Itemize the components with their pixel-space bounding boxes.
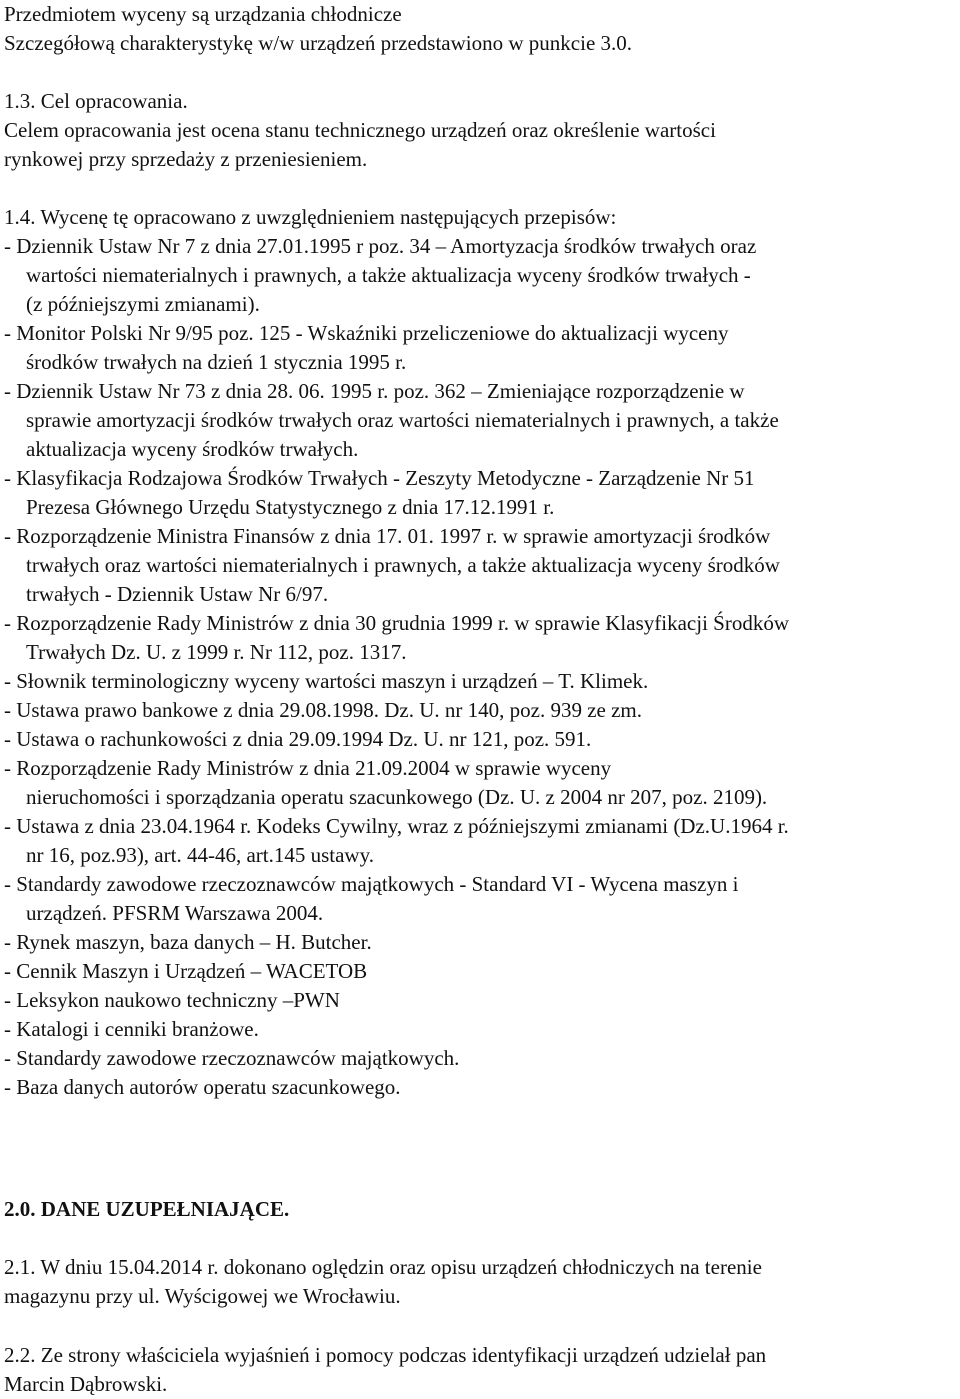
regulation-item-12-line-1: - Standardy zawodowe rzeczoznawców majątkowych - Standard VI - Wycena maszyn i xyxy=(4,872,739,896)
regulation-item-4-line-2: Prezesa Głównego Urzędu Statystycznego z dnia 17.12.1991 r. xyxy=(26,495,555,519)
regulation-item-8: - Ustawa prawo bankowe z dnia 29.08.1998. Dz. U. nr 140, poz. 939 ze zm. xyxy=(4,698,642,722)
regulation-item-2-line-1: - Monitor Polski Nr 9/95 poz. 125 - Wskaźniki przeliczeniowe do aktualizacji wyceny xyxy=(4,321,729,345)
regulation-item-2-line-2: środków trwałych na dzień 1 stycznia 1995 r. xyxy=(26,350,407,374)
regulation-item-13: - Rynek maszyn, baza danych – H. Butcher. xyxy=(4,930,372,954)
regulation-item-5-line-3: trwałych - Dziennik Ustaw Nr 6/97. xyxy=(26,582,329,606)
section-2-1-line-1: 2.1. W dniu 15.04.2014 r. dokonano oględzin oraz opisu urządzeń chłodniczych na terenie xyxy=(4,1255,762,1279)
regulation-item-18: - Baza danych autorów operatu szacunkowego. xyxy=(4,1075,401,1099)
regulation-item-16: - Katalogi i cenniki branżowe. xyxy=(4,1017,259,1041)
regulation-item-5-line-2: trwałych oraz wartości niematerialnych i prawnych, a także aktualizacja wyceny środków xyxy=(26,553,780,577)
section-2-1-line-2: magazynu przy ul. Wyścigowej we Wrocławiu. xyxy=(4,1284,401,1308)
regulation-item-7: - Słownik terminologiczny wyceny wartości maszyn i urządzeń – T. Klimek. xyxy=(4,669,649,693)
regulation-item-10-line-1: - Rozporządzenie Rady Ministrów z dnia 21.09.2004 w sprawie wyceny xyxy=(4,756,612,780)
section-2-2-line-2: Marcin Dąbrowski. xyxy=(4,1372,168,1396)
regulation-item-4-line-1: - Klasyfikacja Rodzajowa Środków Trwałych - Zeszyty Metodyczne - Zarządzenie Nr 51 xyxy=(4,466,755,490)
intro-line-2: Szczegółową charakterystykę w/w urządzeń przedstawiono w punkcie 3.0. xyxy=(4,31,633,55)
regulation-item-15: - Leksykon naukowo techniczny –PWN xyxy=(4,988,340,1012)
regulation-item-1-line-1: - Dziennik Ustaw Nr 7 z dnia 27.01.1995 r poz. 34 – Amortyzacja środków trwałych oraz xyxy=(4,234,757,258)
regulation-item-3-line-2: sprawie amortyzacji środków trwałych oraz wartości niematerialnych i prawnych, a także xyxy=(26,408,779,432)
regulation-item-1-line-3: (z późniejszymi zmianami). xyxy=(26,292,260,316)
regulation-item-1-line-2: wartości niematerialnych i prawnych, a także aktualizacja wyceny środków trwałych - xyxy=(26,263,751,287)
section-1-3-line-1: Celem opracowania jest ocena stanu technicznego urządzeń oraz określenie wartości xyxy=(4,118,716,142)
regulation-item-9: - Ustawa o rachunkowości z dnia 29.09.1994 Dz. U. nr 121, poz. 591. xyxy=(4,727,592,751)
regulation-item-11-line-1: - Ustawa z dnia 23.04.1964 r. Kodeks Cywilny, wraz z późniejszymi zmianami (Dz.U.1964 r. xyxy=(4,814,789,838)
regulation-item-10-line-2: nieruchomości i sporządzania operatu szacunkowego (Dz. U. z 2004 nr 207, poz. 2109). xyxy=(26,785,768,809)
section-1-3-line-2: rynkowej przy sprzedaży z przeniesieniem. xyxy=(4,147,368,171)
regulation-item-6-line-2: Trwałych Dz. U. z 1999 r. Nr 112, poz. 1317. xyxy=(26,640,407,664)
regulation-item-14: - Cennik Maszyn i Urządzeń – WACETOB xyxy=(4,959,368,983)
regulation-item-3-line-3: aktualizacja wyceny środków trwałych. xyxy=(26,437,359,461)
regulation-item-5-line-1: - Rozporządzenie Ministra Finansów z dnia 17. 01. 1997 r. w sprawie amortyzacji środków xyxy=(4,524,771,548)
section-2-0-heading: 2.0. DANE UZUPEŁNIAJĄCE. xyxy=(4,1197,290,1221)
regulation-item-12-line-2: urządzeń. PFSRM Warszawa 2004. xyxy=(26,901,324,925)
regulation-item-17: - Standardy zawodowe rzeczoznawców majątkowych. xyxy=(4,1046,460,1070)
intro-line-1: Przedmiotem wyceny są urządzania chłodnicze xyxy=(4,2,402,26)
section-2-2-line-1: 2.2. Ze strony właściciela wyjaśnień i pomocy podczas identyfikacji urządzeń udzielał pan xyxy=(4,1343,767,1367)
regulation-item-11-line-2: nr 16, poz.93), art. 44-46, art.145 ustawy. xyxy=(26,843,374,867)
section-1-4-heading: 1.4. Wycenę tę opracowano z uwzględnieniem następujących przepisów: xyxy=(4,205,617,229)
regulation-item-3-line-1: - Dziennik Ustaw Nr 73 z dnia 28. 06. 1995 r. poz. 362 – Zmieniające rozporządzenie w xyxy=(4,379,745,403)
regulation-item-6-line-1: - Rozporządzenie Rady Ministrów z dnia 30 grudnia 1999 r. w sprawie Klasyfikacji Środków xyxy=(4,611,789,635)
section-1-3-heading: 1.3. Cel opracowania. xyxy=(4,89,188,113)
